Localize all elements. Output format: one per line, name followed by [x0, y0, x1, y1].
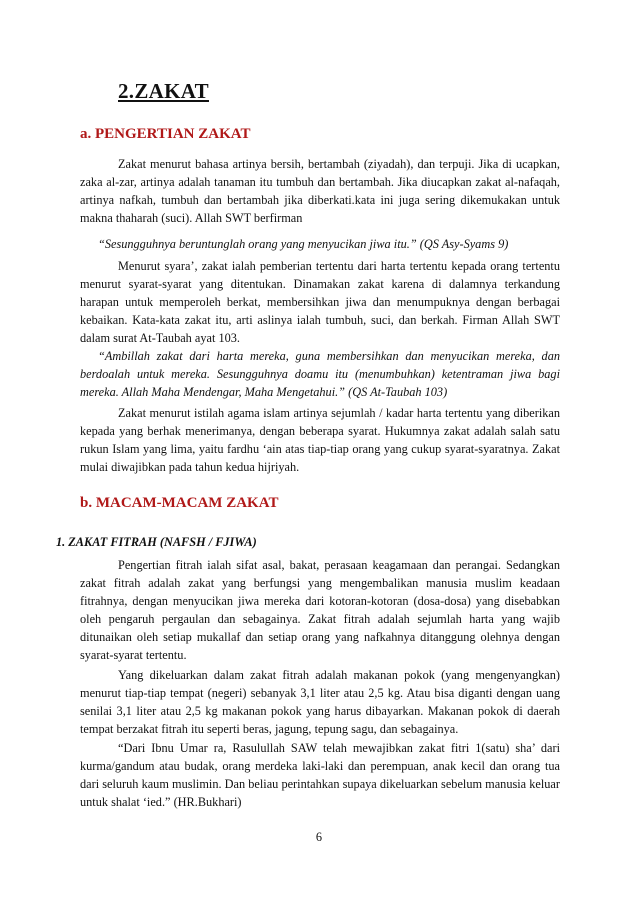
- quote-asy-syams: “Sesungguhnya beruntunglah orang yang menyucikan jiwa itu.” (QS Asy-Syams 9): [98, 237, 509, 251]
- section-heading-macam: b. MACAM-MACAM ZAKAT: [80, 495, 279, 511]
- paragraph-syara: Menurut syara’, zakat ialah pemberian tertentu dari harta tertentu kepada orang tertentu menurut syarat-syarat yang ditentukan. Dinamakan zakat karena di dalamnya terkandung harapan untuk memperoleh berkat, membersihkan jiwa dan menumpuknya dengan berbagai kebaikan. Kata-kata zakat itu, arti aslinya ialah tumbuh, suci, dan berkah. Firman Allah SWT dalam surat At-Taubah ayat 103.: [80, 259, 560, 345]
- paragraph-makanan-pokok: Yang dikeluarkan dalam zakat fitrah adalah makanan pokok (yang mengenyangkan) menurut tiap-tiap tempat (negeri) sebanyak 3,1 liter atau 2,5 kg. Atau bisa diganti dengan uang senilai 3,1 liter atau 2,5 kg makanan pokok yang harus dibayarkan. Makanan pokok di daerah tempat berzakat fitrah itu seperti beras, jagung, tepung sagu, dan sebagainya.: [80, 668, 560, 736]
- quote-at-taubah: “Ambillah zakat dari harta mereka, guna membersihkan dan menyucikan mereka, dan berdoalah untuk mereka. Sesungguhnya doamu itu (menumbuhkan) ketentraman jiwa bagi mereka. Allah Maha Mendengar, Maha Mengetahui.” (QS At-Taubah 103): [80, 349, 560, 399]
- paragraph-istilah: Zakat menurut istilah agama islam artinya sejumlah / kadar harta tertentu yang diberikan kepada yang berhak menerimanya, dengan beberapa syarat. Hukumnya zakat adalah salah satu rukun Islam yang lima, yaitu fardhu ‘ain atas tiap-tiap orang yang cukup syarat-syaratnya. Zakat mulai diwajibkan pada tahun kedua hijriyah.: [80, 406, 560, 474]
- paragraph-hadith: “Dari Ibnu Umar ra, Rasulullah SAW telah mewajibkan zakat fitri 1(satu) sha’ dari kurma/gandum atau budak, orang merdeka laki-laki dan perempuan, anak kecil dan orang tua dari seluruh kaum muslimin. Dan beliau perintahkan supaya dikeluarkan sebelum manusia keluar untuk shalat ‘ied.” (HR.Bukhari): [80, 741, 560, 809]
- section-heading-pengertian: a. PENGERTIAN ZAKAT: [80, 126, 251, 142]
- page-number: 6: [315, 830, 323, 844]
- subheading-zakat-fitrah: 1. ZAKAT FITRAH (NAFSH / FJIWA): [56, 535, 257, 549]
- paragraph-fitrah: Pengertian fitrah ialah sifat asal, bakat, perasaan keagamaan dan perangai. Sedangkan zakat fitrah adalah zakat yang berfungsi yang mengembalikan manusia muslim keadaan fitrahnya, dengan menyucikan jiwa mereka dari kotoran-kotoran (dosa-dosa) yang disebabkan oleh pengaruh pergaulan dan sebagainya. Zakat fitrah adalah sejumlah harta yang wajib ditunaikan oleh setiap mukallaf dan setiap orang yang nafkahnya ditanggung olehnya dengan syarat-syarat tertentu.: [80, 558, 560, 662]
- paragraph-definition: Zakat menurut bahasa artinya bersih, bertambah (ziyadah), dan terpuji. Jika di ucapkan, zaka al-zar, artinya adalah tanaman itu tumbuh dan bertambah. Jika diucapkan zakat al-nafaqah, artinya nafkah, tumbuh dan bertambah jika diberkati.kata ini juga sering dikemukakan untuk makna thaharah (suci). Allah SWT berfirman: [80, 157, 560, 225]
- chapter-title: 2.ZAKAT: [118, 79, 209, 103]
